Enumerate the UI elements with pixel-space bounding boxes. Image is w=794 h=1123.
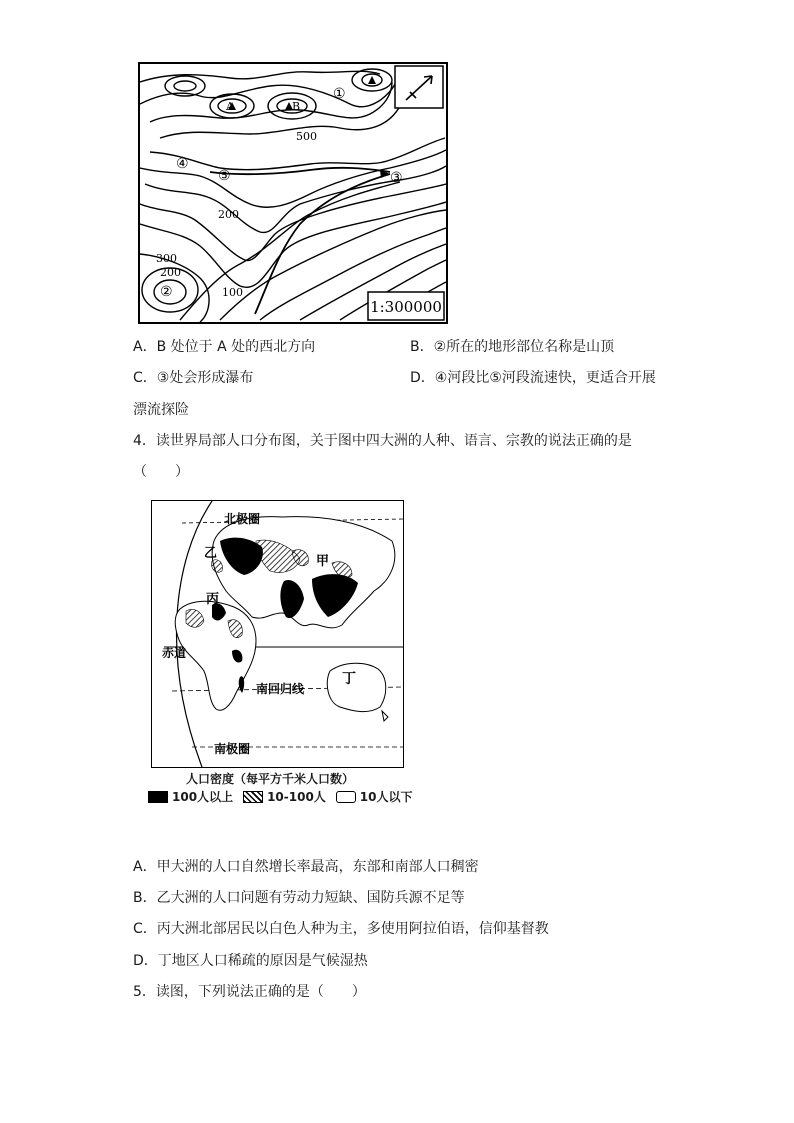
q3-option-b: B．②所在的地形部位名称是山顶 — [410, 339, 615, 355]
marker-1-label: ① — [333, 86, 346, 102]
q3-option-c: C．③处会形成瀑布 — [133, 370, 254, 386]
legend-row — [148, 788, 418, 806]
contour-map — [138, 62, 448, 324]
q4-stem: 4．读世界局部人口分布图，关于图中四大洲的人种、语言、宗教的说法正确的是 — [133, 433, 632, 449]
contour-300-label: 300 — [156, 252, 177, 265]
q3-option-a: A．B 处位于 A 处的西北方向 — [133, 339, 316, 355]
continent-yi-label: 乙 — [204, 546, 218, 561]
contour-200-label: 200 — [218, 208, 239, 221]
q4-option-a: A．甲大洲的人口自然增长率最高，东部和南部人口稠密 — [133, 859, 479, 875]
q4-option-b: B．乙大洲的人口问题有劳动力短缺、国防兵源不足等 — [133, 890, 465, 906]
contour-100-label: 100 — [222, 286, 243, 299]
point-a-label: A — [226, 100, 234, 113]
q5-stem: 5．读图，下列说法正确的是（ ） — [133, 984, 366, 1000]
q3-option-d-continued: 漂流探险 — [133, 402, 189, 418]
tropic-label: 南回归线 — [256, 682, 305, 696]
legend-dense-label: 100人以上 — [172, 790, 234, 804]
legend-dense-swatch — [148, 791, 168, 803]
contour-map-drawing — [140, 64, 446, 322]
region-ding-label: 丁 — [342, 671, 356, 687]
legend-low-swatch — [336, 791, 356, 803]
antarctic-circle-label: 南极圈 — [214, 742, 251, 756]
q4-answer-bracket: （ ） — [133, 464, 189, 480]
contour-500-label: 500 — [296, 130, 317, 143]
marker-2-label: ② — [160, 284, 173, 300]
q3-option-d: D．④河段比⑤河段流速快，更适合开展 — [410, 370, 656, 386]
point-b-label: B — [292, 100, 301, 113]
legend-title: 人口密度（每平方千米人口数） — [186, 772, 355, 786]
q4-option-c: C．丙大洲北部居民以白色人种为主，多使用阿拉伯语，信仰基督教 — [133, 921, 549, 937]
legend-mid-label: 10-100人 — [267, 790, 326, 804]
legend-mid-swatch — [243, 791, 263, 803]
continent-jia-label: 甲 — [316, 554, 330, 569]
population-map-drawing — [152, 501, 403, 767]
equator-label: 赤道 — [162, 646, 187, 660]
contour-200b-label: 200 — [160, 266, 181, 279]
continent-bing-label: 丙 — [206, 592, 220, 607]
scale-text: 1:300000 — [370, 298, 442, 316]
marker-3-label: ③ — [390, 170, 403, 186]
marker-5-label: ⑤ — [218, 168, 231, 184]
marker-4-label: ④ — [176, 156, 189, 172]
population-map — [151, 500, 404, 768]
legend-low-label: 10人以下 — [359, 790, 413, 804]
q4-option-d: D．丁地区人口稀疏的原因是气候湿热 — [133, 953, 368, 969]
arctic-circle-label: 北极圈 — [224, 512, 261, 526]
population-legend — [148, 770, 418, 806]
